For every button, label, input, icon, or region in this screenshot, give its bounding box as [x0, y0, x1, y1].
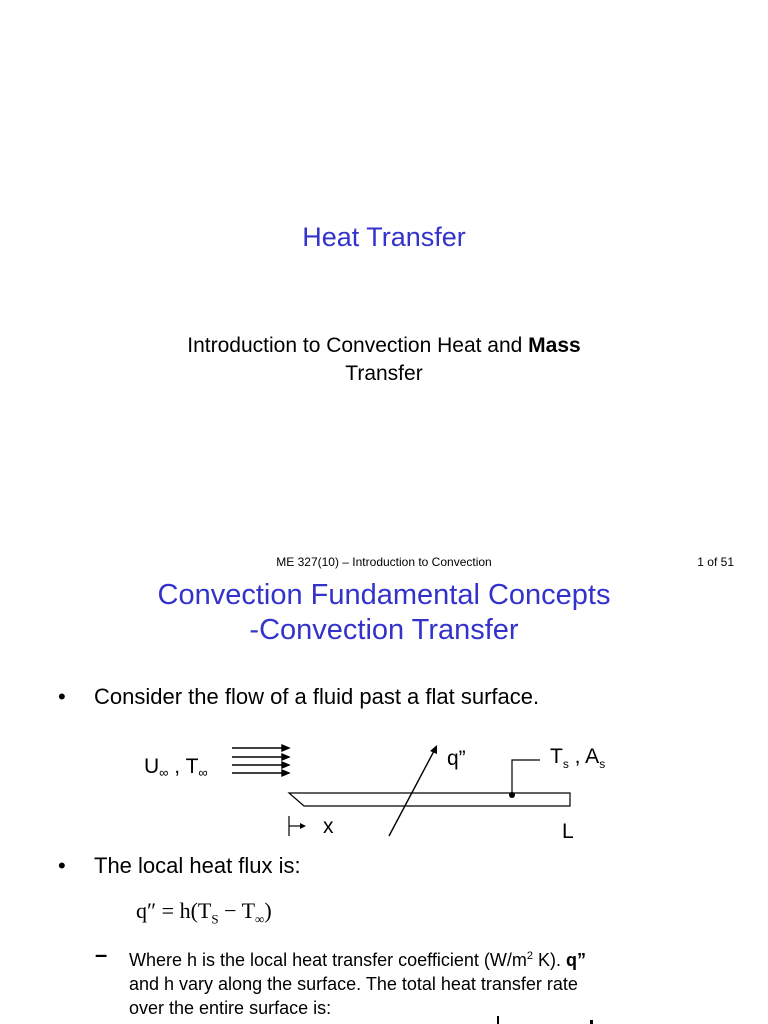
dash-text: Where h is the local heat transfer coefficient ($W/m^2$ K). q” and h vary along the surface. The total heat transfer rate over the entire surface is:: [129, 950, 586, 1018]
ts-leader-line: [512, 760, 540, 795]
slide2-title-sub: -Convection Transfer: [249, 614, 519, 646]
flat-plate: [289, 793, 570, 806]
bullet-2: The local heat flux is:: [94, 853, 301, 878]
bullet-dot: •: [58, 684, 66, 709]
L-label: L: [562, 820, 574, 843]
slide1-subtitle: [0, 332, 768, 388]
flat-plate-diagram: [0, 730, 768, 845]
bullet-dot: •: [58, 853, 66, 878]
subtitle-bold: Mass: [528, 334, 581, 357]
subtitle-text: Introduction to Convection Heat and: [187, 334, 529, 357]
slide2-title: [0, 578, 768, 648]
u-inf-label: U∞ , T∞: [144, 755, 208, 780]
dash-marker: –: [95, 942, 108, 967]
footer-course: ME 327(10) – Introduction to Convection: [276, 555, 492, 569]
subtitle-line2: Transfer: [345, 362, 423, 385]
slide2-title-main: Convection Fundamental Concepts: [157, 579, 611, 611]
q-label: q”: [447, 747, 466, 770]
bullet-1: Consider the flow of a fluid past a flat surface.: [94, 684, 540, 709]
flow-arrows: [232, 745, 289, 776]
x-label: x: [323, 815, 334, 838]
partial-glyph: [590, 1020, 593, 1024]
slide1-title: Heat Transfer: [302, 222, 466, 252]
partial-glyph: [497, 1016, 499, 1024]
page-indicator: 1 of 51: [697, 555, 734, 569]
ts-as-label: $T_s$ , $A_s$: [550, 745, 606, 771]
heat-flux-equation: $q'' = h(T_S - T_\infty)$: [136, 898, 272, 927]
